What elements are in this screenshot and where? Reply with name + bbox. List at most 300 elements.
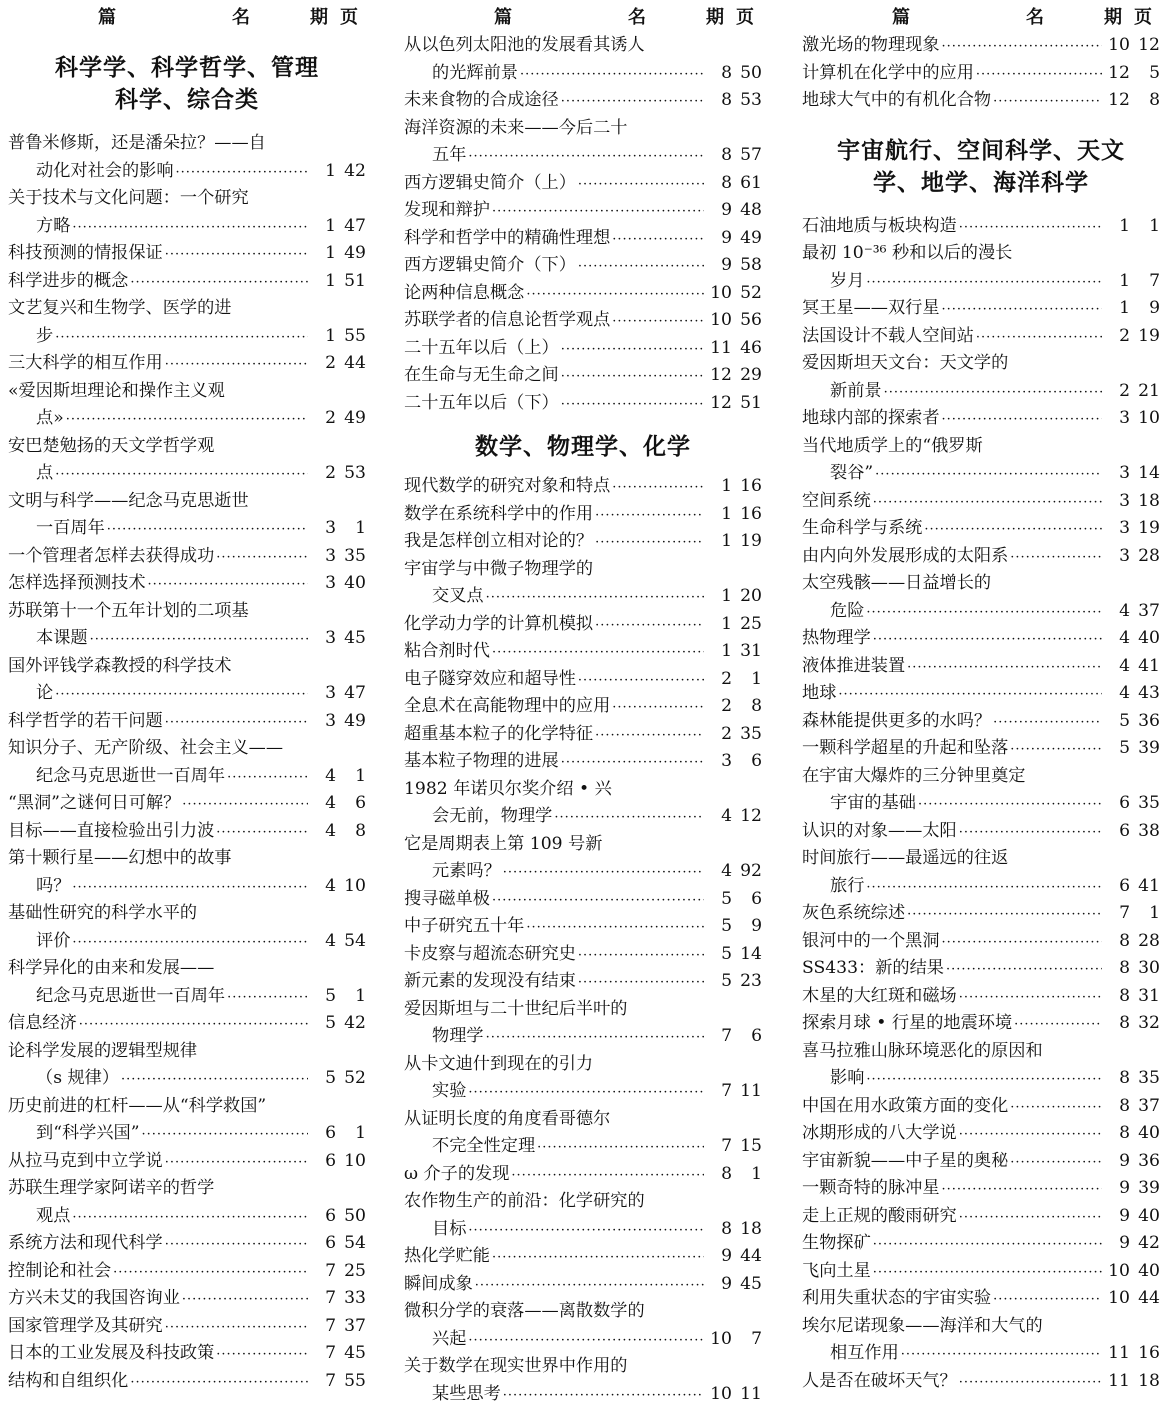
issue-number: 10 [710, 310, 732, 330]
issue-number: 6 [325, 1205, 336, 1226]
entry-title: 方兴未艾的我国咨询业 [8, 1288, 180, 1308]
index-entry [8, 598, 366, 653]
dot-leader [176, 159, 308, 187]
page-number: 43 [1138, 683, 1160, 703]
page-number: 36 [1138, 1150, 1160, 1171]
entry-title: 液体推进装置 [802, 655, 906, 676]
dot-leader [216, 1341, 308, 1369]
index-entry [404, 666, 762, 694]
issue-number: 7 [325, 1343, 336, 1363]
entry-title: 从拉马克到中立学说 [8, 1150, 163, 1171]
page-number: 39 [1138, 1178, 1160, 1198]
issue-number: 12 [710, 392, 732, 413]
dot-leader [993, 1286, 1102, 1314]
issue-number: 1 [721, 641, 732, 661]
index-entry [8, 1230, 366, 1258]
index-entry [404, 1353, 762, 1408]
entry-title: 数学在系统科学中的作用 [404, 503, 594, 524]
page-number: 28 [1138, 930, 1160, 951]
issue-number: 1 [721, 613, 732, 634]
entry-title: 探索月球 • 行星的地震环境 [802, 1013, 1013, 1033]
entry-title: 空间系统 [802, 490, 871, 511]
entry-title-continued: 某些思考 [432, 1383, 501, 1404]
issue-number: 5 [721, 888, 732, 909]
index-entry [8, 955, 366, 1010]
page-number: 9 [751, 916, 762, 936]
index-entry [404, 501, 762, 529]
dot-leader [873, 1231, 1102, 1259]
page-number: 45 [740, 1273, 762, 1294]
index-entry [8, 1148, 366, 1176]
page-number: 52 [740, 282, 762, 303]
index-entry [802, 543, 1160, 571]
page-number: 56 [740, 310, 762, 330]
entry-title: 苏联学者的信息论哲学观点 [404, 310, 611, 330]
page-number: 55 [344, 1370, 366, 1391]
entry-title-continued: （s 规律） [36, 1068, 120, 1088]
page-number: 35 [1138, 793, 1160, 813]
issue-number: 2 [1119, 325, 1130, 346]
dot-leader [72, 929, 308, 957]
entry-title: 中子研究五十年 [404, 916, 525, 936]
entry-title: 普鲁米修斯，还是潘朵拉？——自 [8, 133, 266, 153]
page-number: 16 [1138, 1343, 1160, 1363]
index-entry [404, 115, 762, 170]
page-number: 11 [740, 1383, 762, 1404]
issue-number: 1 [721, 586, 732, 606]
page-number: 5 [1149, 62, 1160, 83]
page-number: 40 [1138, 1123, 1160, 1143]
page-number: 29 [740, 365, 762, 385]
page-number: 1 [1149, 215, 1160, 236]
dot-leader [942, 33, 1102, 61]
entry-title: 人是否在破坏天气？ [802, 1370, 957, 1391]
dot-leader [130, 269, 308, 297]
dot-leader [595, 529, 704, 557]
issue-number: 5 [325, 1068, 336, 1088]
index-entry [802, 735, 1160, 763]
issue-number: 5 [325, 1013, 336, 1033]
index-entry [8, 185, 366, 240]
page-number: 40 [1138, 1205, 1160, 1226]
entry-title: 国家管理学及其研究 [8, 1315, 163, 1336]
dot-leader [942, 1176, 1102, 1204]
page-number: 6 [751, 751, 762, 771]
dot-leader [578, 969, 704, 997]
index-entry [8, 900, 366, 955]
entry-title: 走上正规的酸雨研究 [802, 1205, 957, 1226]
index-entry [404, 390, 762, 418]
dot-leader [72, 1204, 308, 1232]
entry-title-continued: 危险 [830, 600, 865, 621]
index-entry [404, 693, 762, 721]
issue-number: 11 [1108, 1343, 1130, 1363]
column-3 [802, 4, 1160, 1395]
issue-number: 8 [1119, 930, 1130, 951]
dot-leader [520, 61, 704, 89]
entry-title: 激光场的物理现象 [802, 35, 940, 55]
entry-title: 论两种信息概念 [404, 282, 525, 303]
dot-leader [503, 1382, 704, 1410]
issue-number: 6 [325, 1150, 336, 1171]
entry-title-continued: 到“科学兴国” [36, 1123, 140, 1143]
index-entry [802, 1203, 1160, 1231]
issue-number: 3 [325, 518, 336, 538]
section-heading-line: 科学、综合类 [115, 86, 259, 113]
index-entry [802, 295, 1160, 323]
entry-title: 1982 年诺贝尔奖介绍 • 兴 [404, 778, 612, 799]
index-entry [404, 1271, 762, 1299]
dot-leader [511, 1162, 704, 1190]
entry-title-continued: 影响 [830, 1068, 865, 1088]
issue-number: 2 [325, 353, 336, 373]
entry-title-continued: 本课题 [36, 628, 88, 648]
entry-title-continued: 观点 [36, 1205, 71, 1226]
issue-number: 9 [721, 255, 732, 275]
index-entry [404, 913, 762, 941]
dot-leader [942, 296, 1102, 324]
issue-number: 9 [721, 227, 732, 248]
page-number: 31 [740, 641, 762, 661]
page-number: 10 [344, 875, 366, 896]
entry-title-continued: 岁月 [830, 270, 865, 291]
dot-leader [492, 1244, 704, 1272]
dot-leader [1010, 1094, 1102, 1122]
index-entry [8, 240, 366, 268]
index-entry [8, 130, 366, 185]
index-entry [802, 32, 1160, 60]
column-1 [8, 4, 366, 1395]
entry-title: 安巴楚勉扬的天文学哲学观 [8, 435, 215, 456]
entry-title: 西方逻辑史简介（下） [404, 255, 576, 275]
entry-title: 地球 [802, 683, 837, 703]
page-number: 49 [344, 710, 366, 731]
page-number: 20 [740, 586, 762, 606]
index-entry [8, 845, 366, 900]
dot-leader [612, 474, 704, 502]
page-number: 37 [1138, 600, 1160, 621]
issue-number: 12 [1108, 62, 1130, 83]
index-entry [404, 776, 762, 831]
dot-leader [918, 791, 1102, 819]
entry-title: 怎样选择预测技术 [8, 573, 146, 593]
section-heading [802, 115, 1160, 213]
dot-leader [946, 956, 1102, 984]
dot-leader [924, 516, 1102, 544]
issue-number: 12 [1108, 90, 1130, 110]
index-entry [404, 197, 762, 225]
entry-title: 二十五年以后（下） [404, 392, 559, 413]
index-entry [8, 378, 366, 433]
index-entry [8, 543, 366, 571]
index-entry [8, 570, 366, 598]
entry-title: 从证明长度的角度看哥德尔 [404, 1108, 611, 1129]
page-number: 1 [751, 668, 762, 689]
dot-leader [486, 1024, 704, 1052]
entry-title: 粘合剂时代 [404, 641, 490, 661]
dot-leader [875, 461, 1102, 489]
page-number: 1 [355, 1123, 366, 1143]
page-number: 49 [344, 243, 366, 263]
index-entry [802, 983, 1160, 1011]
page-number: 18 [1138, 490, 1160, 511]
page-number: 15 [740, 1136, 762, 1156]
page-number: 44 [740, 1246, 762, 1266]
page-number: 51 [740, 392, 762, 413]
dot-leader [866, 269, 1102, 297]
dot-leader [578, 171, 704, 199]
dot-leader [873, 1259, 1102, 1287]
entry-title: 它是周期表上第 109 号新 [404, 833, 603, 854]
dot-leader [468, 143, 704, 171]
issue-number: 1 [325, 215, 336, 236]
page-number: 7 [751, 1328, 762, 1349]
dot-leader [468, 1327, 704, 1355]
index-entry [802, 350, 1160, 405]
issue-number: 3 [325, 573, 336, 593]
index-entry [404, 1051, 762, 1106]
index-entry [802, 405, 1160, 433]
dot-leader [942, 929, 1102, 957]
page-number: 40 [1138, 1260, 1160, 1281]
entry-title: 科学哲学的若干问题 [8, 710, 163, 731]
page-number: 32 [1138, 1013, 1160, 1033]
dot-leader [107, 516, 308, 544]
index-entry [404, 556, 762, 611]
index-entry [404, 886, 762, 914]
issue-number: 8 [1119, 1068, 1130, 1088]
section-heading-line: 学、地学、海洋科学 [873, 168, 1089, 196]
issue-number: 3 [1119, 518, 1130, 538]
issue-number: 7 [721, 1081, 732, 1101]
dot-leader [554, 804, 704, 832]
dot-leader [866, 1066, 1102, 1094]
index-entry [8, 350, 366, 378]
issue-number: 5 [721, 971, 732, 991]
column-header: 篇 名 期 页 [494, 7, 754, 28]
dot-leader [148, 571, 308, 599]
entry-title: 我是怎样创立相对论的？ [404, 531, 594, 551]
issue-number: 3 [325, 683, 336, 703]
index-entry [8, 790, 366, 818]
entry-title: 从卡文迪什到现在的引力 [404, 1053, 594, 1074]
section-heading-line: 数学、物理学、化学 [475, 433, 691, 460]
index-entry [404, 748, 762, 776]
entry-title: 科学和哲学中的精确性理想 [404, 227, 611, 248]
page-number: 44 [344, 353, 366, 373]
index-entry [404, 638, 762, 666]
dot-leader [612, 694, 704, 722]
issue-number: 2 [325, 463, 336, 483]
entry-title: 科学异化的由来和发展—— [8, 958, 215, 978]
page-number: 52 [344, 1068, 366, 1088]
page-number: 38 [1138, 820, 1160, 841]
dot-leader [55, 324, 308, 352]
issue-number: 3 [1119, 490, 1130, 511]
entry-title-continued: 不完全性定理 [432, 1136, 536, 1156]
issue-number: 1 [721, 503, 732, 524]
issue-number: 9 [1119, 1150, 1130, 1171]
issue-number: 9 [1119, 1178, 1130, 1198]
issue-number: 5 [325, 985, 336, 1006]
page-number: 47 [344, 215, 366, 236]
page-number: 12 [1138, 35, 1160, 55]
entry-title: 西方逻辑史简介（上） [404, 172, 576, 193]
page-number: 14 [740, 943, 762, 964]
entry-title: 从以色列太阳池的发展看其诱人 [404, 35, 645, 55]
entry-title: 超重基本粒子的化学特征 [404, 723, 594, 744]
entry-title: 地球大气中的有机化合物 [802, 90, 992, 110]
issue-number: 2 [1119, 380, 1130, 401]
dot-leader [612, 308, 704, 336]
dot-leader [1010, 544, 1102, 572]
index-entry [802, 1148, 1160, 1176]
entry-title: 利用失重状态的宇宙实验 [802, 1288, 992, 1308]
index-entry [8, 708, 366, 736]
dot-leader [561, 363, 704, 391]
entry-title: 瞬间成象 [404, 1273, 473, 1294]
entry-title: 微积分学的衰落——离散数学的 [404, 1301, 645, 1321]
entry-title: 电子隧穿效应和超导性 [404, 668, 576, 689]
entry-title: 在宇宙大爆炸的三分钟里奠定 [802, 765, 1026, 786]
page-number: 30 [1138, 958, 1160, 978]
page-number: 33 [344, 1288, 366, 1308]
issue-number: 10 [710, 1328, 732, 1349]
entry-title: 系统方法和现代科学 [8, 1233, 163, 1253]
entry-title: 科学进步的概念 [8, 270, 129, 291]
index-entry [802, 653, 1160, 681]
index-entry [802, 708, 1160, 736]
dot-leader [993, 88, 1102, 116]
entry-title: 中国在用水政策方面的变化 [802, 1095, 1009, 1116]
issue-number: 1 [325, 325, 336, 346]
dot-leader [475, 1272, 704, 1300]
issue-number: 8 [1119, 1013, 1130, 1033]
page-number: 53 [740, 90, 762, 110]
index-entry [404, 473, 762, 501]
entry-title: 第十颗行星——幻想中的故事 [8, 848, 232, 868]
index-entry [8, 488, 366, 543]
index-entry [404, 307, 762, 335]
index-entry [8, 818, 366, 846]
page-number: 18 [740, 1218, 762, 1239]
index-entry [404, 1188, 762, 1243]
issue-number: 4 [1119, 628, 1130, 648]
issue-number: 1 [1119, 215, 1130, 236]
entry-title-continued: 实验 [432, 1081, 467, 1101]
page-number: 35 [1138, 1068, 1160, 1088]
dot-leader [578, 942, 704, 970]
entry-title: 海洋资源的未来——今后二十 [404, 117, 628, 138]
issue-number: 8 [721, 62, 732, 83]
entry-title: 计算机在化学中的应用 [802, 62, 974, 83]
issue-number: 5 [1119, 738, 1130, 758]
dot-leader [942, 406, 1102, 434]
index-entry [8, 1258, 366, 1286]
page-number: 14 [1138, 463, 1160, 483]
issue-number: 10 [1108, 35, 1130, 55]
issue-number: 8 [1119, 958, 1130, 978]
entry-title-continued: 评价 [36, 930, 71, 951]
issue-number: 7 [325, 1260, 336, 1281]
issue-number: 2 [325, 408, 336, 428]
dot-leader [90, 626, 308, 654]
page-number: 47 [344, 683, 366, 703]
entry-title-continued: 点 [36, 463, 54, 483]
page-number: 8 [355, 820, 366, 841]
page-number: 37 [1138, 1095, 1160, 1116]
index-entry [404, 1243, 762, 1271]
entry-title-continued: 的光辉前景 [432, 62, 518, 83]
entry-title: 二十五年以后（上） [404, 337, 559, 358]
page-number: 53 [344, 463, 366, 483]
entry-title: 日本的工业发展及科技政策 [8, 1343, 215, 1363]
page-number: 42 [344, 160, 366, 181]
issue-number: 8 [721, 90, 732, 110]
issue-number: 4 [1119, 600, 1130, 621]
entry-title-continued: 论 [36, 683, 54, 703]
issue-number: 9 [721, 1273, 732, 1294]
entry-title: 热物理学 [802, 628, 871, 648]
entry-title-continued: 兴起 [432, 1328, 467, 1349]
dot-leader [595, 502, 704, 530]
page-number: 42 [344, 1013, 366, 1033]
index-entry [404, 252, 762, 280]
issue-number: 9 [1119, 1233, 1130, 1253]
section-heading-line: 科学学、科学哲学、管理 [55, 54, 319, 81]
dot-leader [66, 406, 308, 434]
entry-title: 木星的大红斑和磁场 [802, 985, 957, 1006]
issue-number: 8 [721, 172, 732, 193]
dot-leader [486, 584, 704, 612]
entry-title: 冰期形成的八大学说 [802, 1123, 957, 1143]
dot-leader [561, 749, 704, 777]
index-entry [802, 488, 1160, 516]
issue-number: 4 [721, 806, 732, 826]
entry-title: 目标——直接检验出引力波 [8, 820, 215, 841]
entry-title-continued: 五年 [432, 145, 467, 165]
issue-number: 8 [1119, 985, 1130, 1006]
entry-title: 热化学贮能 [404, 1246, 490, 1266]
entry-title-continued: 一百周年 [36, 518, 105, 538]
page-number: 61 [740, 172, 762, 193]
page-number: 37 [344, 1315, 366, 1336]
dot-leader [901, 1341, 1102, 1369]
dot-leader [468, 1217, 704, 1245]
index-entry [8, 1313, 366, 1341]
issue-number: 7 [1119, 903, 1130, 923]
dot-leader [526, 914, 704, 942]
entry-title: 森林能提供更多的水吗？ [802, 710, 992, 731]
entry-title-continued: 方略 [36, 215, 71, 236]
entry-title: 最初 10⁻³⁶ 秒和以后的漫长 [802, 243, 1013, 263]
entry-title: 历史前进的杠杆——从“科学救国” [8, 1095, 267, 1116]
dot-leader [959, 1121, 1102, 1149]
index-entry [802, 955, 1160, 983]
page-number: 1 [355, 765, 366, 786]
page-number: 51 [344, 270, 366, 291]
section-heading [8, 32, 366, 130]
entry-title: 未来食物的合成途径 [404, 90, 559, 110]
index-entry [802, 433, 1160, 488]
issue-number: 7 [325, 1288, 336, 1308]
issue-number: 1 [1119, 270, 1130, 291]
dot-leader [503, 859, 704, 887]
issue-number: 7 [721, 1026, 732, 1046]
issue-number: 3 [721, 751, 732, 771]
entry-title: 生物探矿 [802, 1233, 871, 1253]
dot-leader [561, 391, 704, 419]
